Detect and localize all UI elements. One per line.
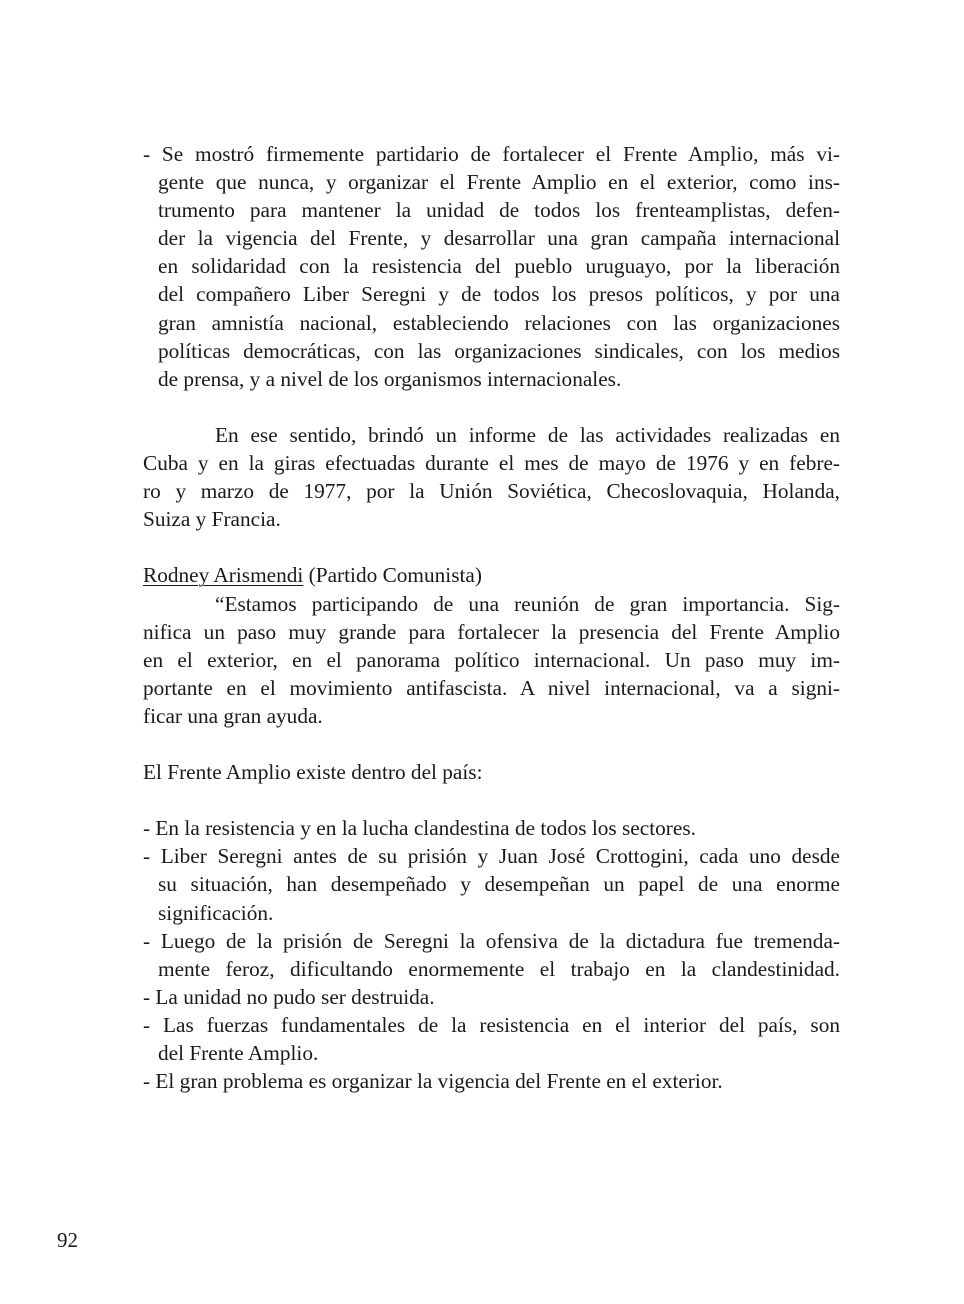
paragraph-intro bbox=[143, 758, 840, 786]
list-item: - El gran problema es organizar la vigencia del Frente en el exterior. bbox=[143, 1069, 723, 1094]
list-item: - Las fuerzas fundamentales de la resistencia en el interior del país, son bbox=[143, 1012, 840, 1037]
speaker-line bbox=[143, 561, 840, 589]
text-line: ficar una gran ayuda. bbox=[143, 703, 323, 728]
text-line: en solidaridad con la resistencia del pueblo uruguayo, por la liberación bbox=[158, 254, 840, 279]
text-line: portante en el movimiento antifascista. A nivel internacional, va a signi- bbox=[143, 675, 840, 700]
list-item: - La unidad no pudo ser destruida. bbox=[143, 984, 435, 1009]
speaker-heading bbox=[143, 561, 840, 589]
text-line: Cuba y en la giras efectuadas durante el mes de mayo de 1976 y en febre- bbox=[143, 451, 840, 476]
text-line: El Frente Amplio existe dentro del país: bbox=[143, 760, 483, 785]
list-item-continuation: mente feroz, dificultando enormemente el trabajo en la clandestinidad. bbox=[158, 956, 840, 981]
text-line: gran amnistía nacional, estableciendo relaciones con las organizaciones bbox=[158, 310, 840, 335]
list-item: - Liber Seregni antes de su prisión y Juan José Crottogini, cada uno desde bbox=[143, 844, 840, 869]
spacer bbox=[143, 730, 840, 758]
text-line: Suiza y Francia. bbox=[143, 507, 281, 532]
spacer bbox=[143, 533, 840, 561]
paragraph-quote bbox=[143, 590, 840, 730]
text-line: del compañero Liber Seregni y de todos los presos políticos, y por una bbox=[158, 282, 840, 307]
spacer bbox=[143, 786, 840, 814]
list-item-continuation: su situación, han desempeñado y desempeñan un papel de una enorme bbox=[158, 872, 840, 897]
text-line: der la vigencia del Frente, y desarrollar una gran campaña internacional bbox=[158, 226, 840, 251]
text-line: En ese sentido, brindó un informe de las actividades realizadas en bbox=[215, 422, 840, 447]
page-number: 92 bbox=[57, 1228, 78, 1252]
text-line: - Se mostró firmemente partidario de fortalecer el Frente Amplio, más vi- bbox=[143, 142, 840, 166]
text-line: políticas democráticas, con las organizaciones sindicales, con los medios bbox=[158, 338, 840, 363]
text-line: “Estamos participando de una reunión de gran importancia. Sig- bbox=[215, 591, 840, 616]
list-item: - En la resistencia y en la lucha clandestina de todos los sectores. bbox=[143, 816, 696, 841]
text-line: trumento para mantener la unidad de todos los frenteamplistas, defen- bbox=[158, 198, 840, 223]
page-body bbox=[143, 140, 840, 1095]
speaker-party: (Partido Comunista) bbox=[308, 563, 482, 588]
speaker-name: Rodney Arismendi bbox=[143, 563, 304, 588]
text-line: en el exterior, en el panorama político internacional. Un paso muy im- bbox=[143, 647, 840, 672]
list-item-continuation: significación. bbox=[158, 900, 274, 925]
text-line: ro y marzo de 1977, por la Unión Soviética, Checoslovaquia, Holanda, bbox=[143, 479, 840, 504]
paragraph-bullet-frente-exterior bbox=[143, 140, 840, 393]
list-item-continuation: del Frente Amplio. bbox=[158, 1041, 319, 1065]
text-line: nifica un paso muy grande para fortalecer la presencia del Frente Amplio bbox=[143, 619, 840, 644]
list-item: - Luego de la prisión de Seregni la ofensiva de la dictadura fue tremenda- bbox=[143, 928, 840, 953]
bullet-list bbox=[143, 814, 840, 1095]
text-line: de prensa, y a nivel de los organismos internacionales. bbox=[158, 366, 622, 391]
spacer bbox=[143, 393, 840, 421]
paragraph-informe bbox=[143, 421, 840, 533]
text-line: gente que nunca, y organizar el Frente Amplio en el exterior, como ins- bbox=[158, 170, 840, 195]
